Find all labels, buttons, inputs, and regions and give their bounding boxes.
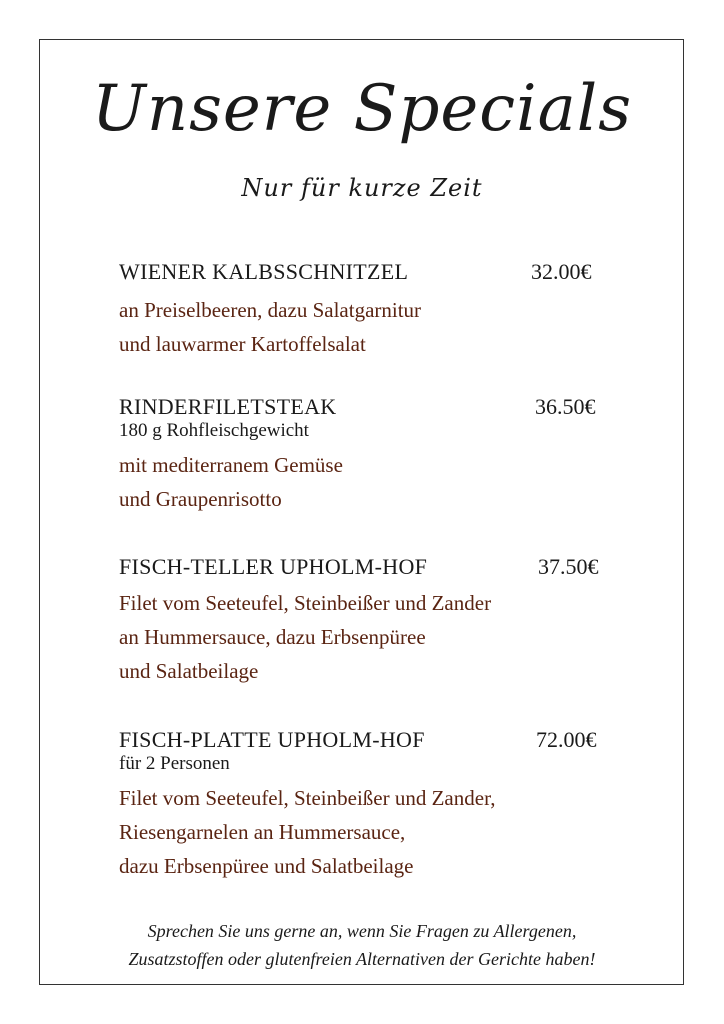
dish-description-line: Filet vom Seeteufel, Steinbeißer und Zander [119, 591, 492, 615]
dish-description [119, 448, 609, 516]
dish-name: RINDERFILETSTEAK [119, 394, 337, 419]
page-subtitle: Nur für kurze Zeit [241, 174, 483, 202]
dish-note: für 2 Personen [119, 753, 230, 774]
dish-note: 180 g Rohfleischgewicht [119, 420, 309, 441]
menu-item-fisch-teller [119, 554, 609, 688]
allergen-notice-line: Sprechen Sie uns gerne an, wenn Sie Fragen zu Allergenen, [147, 921, 577, 941]
dish-description-line: an Hummersauce, dazu Erbsenpüree [119, 625, 426, 649]
dish-price: 37.50€ [538, 554, 599, 579]
dish-description [119, 293, 609, 361]
dish-description-line: mit mediterranem Gemüse [119, 453, 343, 477]
dish-name: FISCH-TELLER UPHOLM-HOF [119, 554, 428, 579]
dish-description [119, 586, 609, 688]
dish-price: 32.00€ [531, 259, 592, 284]
allergen-notice-line: Zusatzstoffen oder glutenfreien Alternativen der Gerichte haben! [128, 949, 596, 969]
dish-description-line: dazu Erbsenpüree und Salatbeilage [119, 854, 414, 878]
dish-description-line: und Salatbeilage [119, 659, 259, 683]
dish-description-line: und lauwarmer Kartoffelsalat [119, 332, 366, 356]
dish-price: 72.00€ [536, 727, 597, 752]
dish-price: 36.50€ [535, 394, 596, 419]
dish-name: WIENER KALBSSCHNITZEL [119, 259, 409, 284]
menu-item-fisch-platte [119, 727, 609, 883]
page-title: Unsere Specials [91, 72, 633, 146]
menu-item-wiener-kalbsschnitzel [119, 259, 609, 361]
dish-description-line: Filet vom Seeteufel, Steinbeißer und Zander, [119, 786, 496, 810]
dish-name: FISCH-PLATTE UPHOLM-HOF [119, 727, 425, 752]
dish-description [119, 781, 609, 883]
dish-description-line: Riesengarnelen an Hummersauce, [119, 820, 406, 844]
dish-description-line: an Preiselbeeren, dazu Salatgarnitur [119, 298, 422, 322]
menu-item-rinderfiletsteak [119, 394, 609, 516]
allergen-notice [0, 917, 724, 973]
dish-description-line: und Graupenrisotto [119, 487, 282, 511]
